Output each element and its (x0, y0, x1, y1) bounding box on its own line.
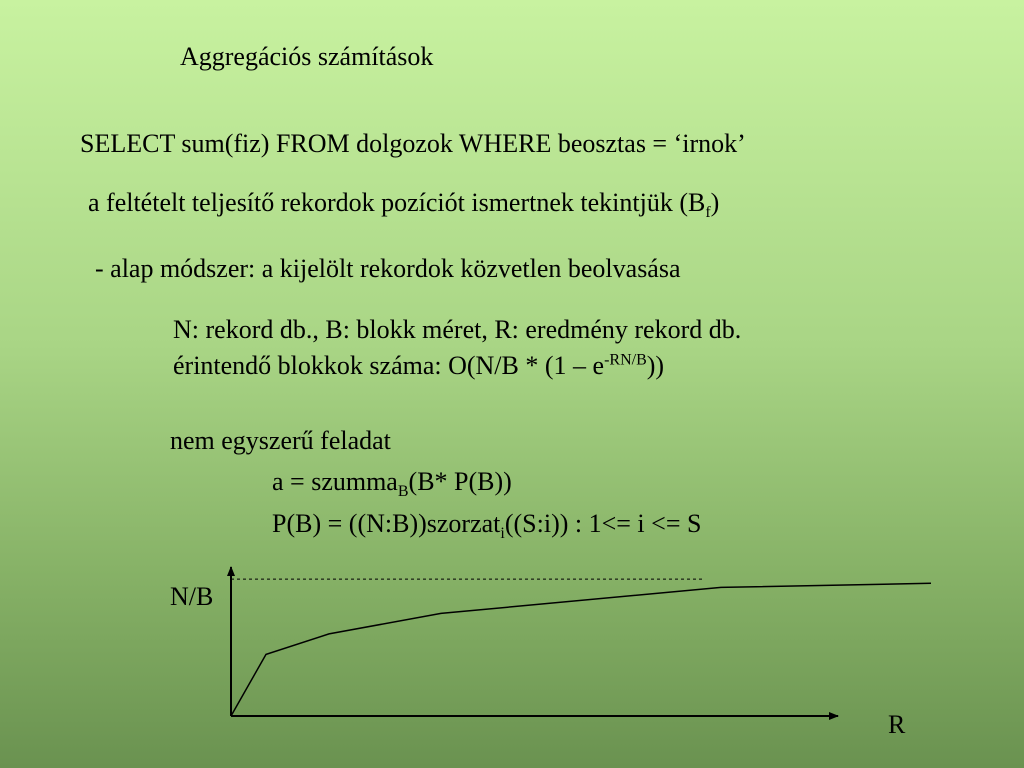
sum-tail: (B* P(B)) (408, 467, 512, 496)
sum-main: a = szumma (272, 467, 398, 496)
cost-main: érintendő blokkok száma: O(N/B * (1 – e (173, 351, 605, 380)
growth-curve (231, 583, 931, 716)
assumption-main: a feltételt teljesítő rekordok pozíciót ismertnek tekintjük (B (88, 188, 706, 217)
product-main: P(B) = ((N:B))szorzat (272, 509, 501, 538)
x-axis-label: R (888, 710, 906, 739)
y-axis-label: N/B (170, 582, 214, 611)
method-text: - alap módszer: a kijelölt rekordok közvetlen beolvasása (95, 254, 681, 283)
cost-exponent: -RN/B (604, 351, 647, 369)
product-tail: ((S:i)) : 1<= i <= S (504, 509, 702, 538)
slide-title: Aggregációs számítások (180, 42, 434, 71)
cost-tail: )) (646, 351, 665, 380)
sum-subscript: B (397, 483, 409, 501)
assumption-tail: ) (710, 188, 720, 217)
sql-query: SELECT sum(fiz) FROM dolgozok WHERE beosztas = ‘irnok’ (80, 129, 746, 158)
assumption-subscript: f (705, 204, 711, 222)
hard-task-text: nem egyszerű feladat (170, 426, 391, 455)
product-subscript: i (500, 525, 505, 543)
definitions-text: N: rekord db., B: blokk méret, R: eredmény rekord db. (173, 315, 742, 344)
